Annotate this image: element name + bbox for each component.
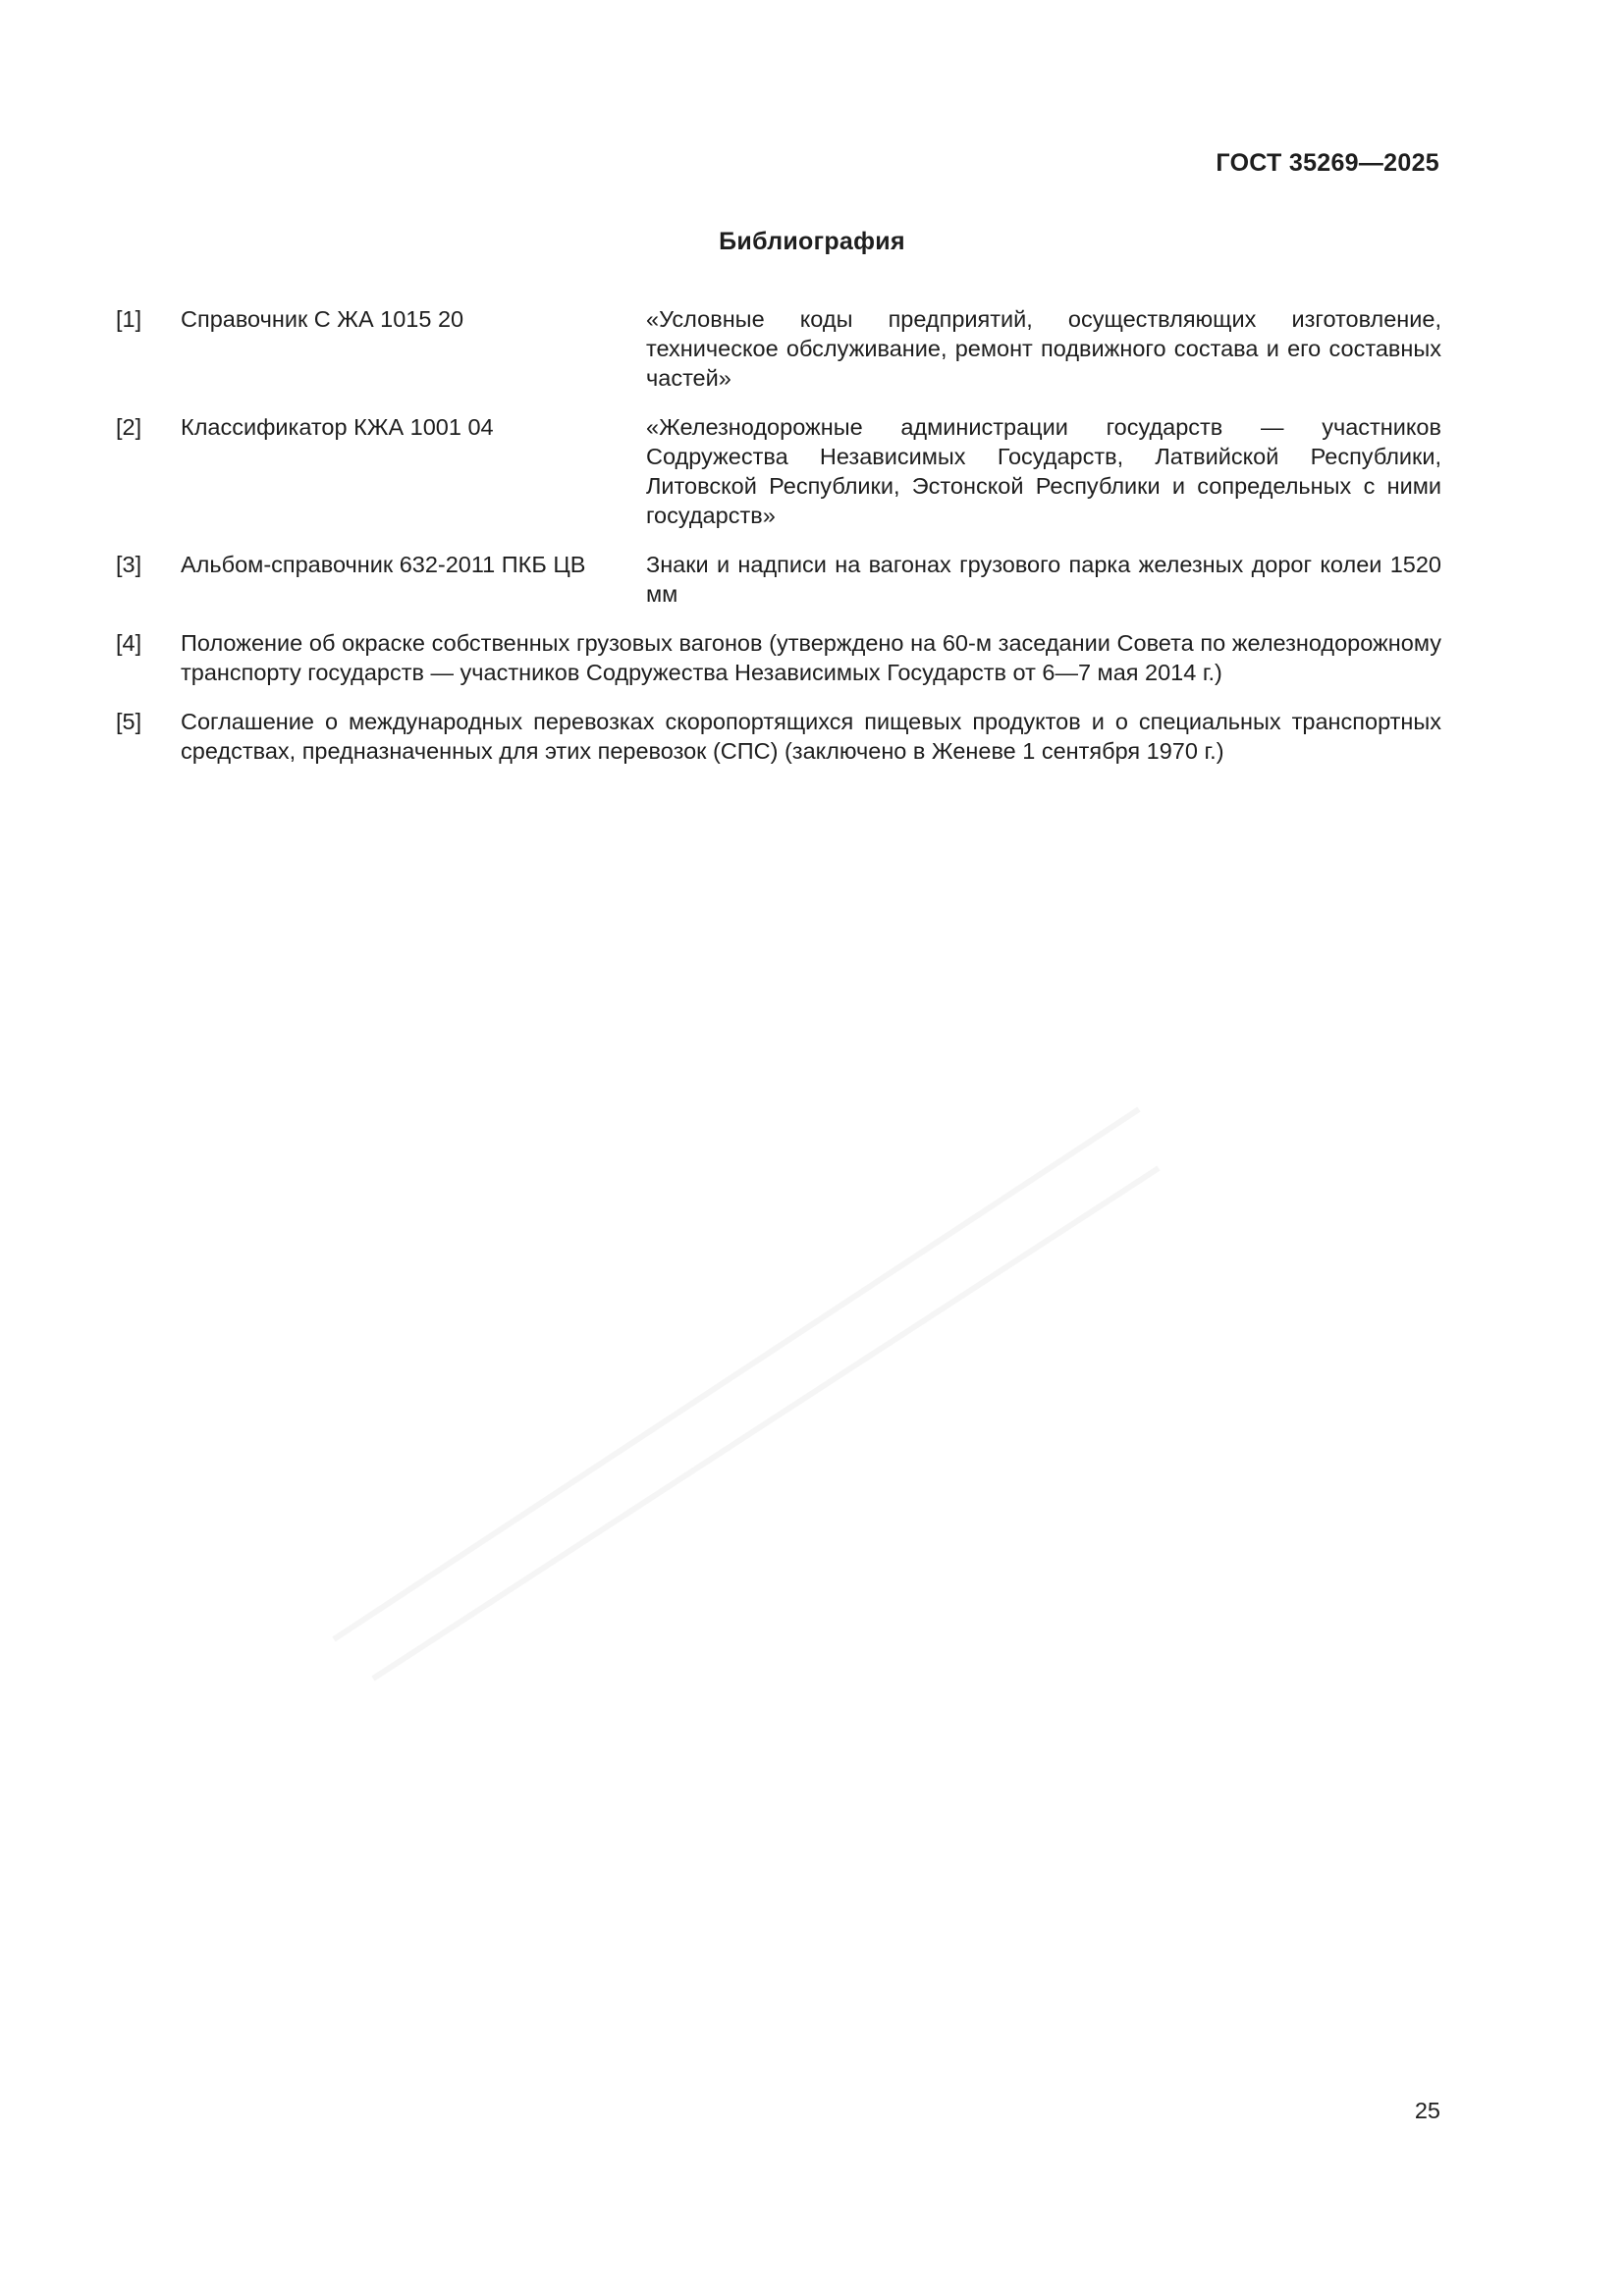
entry-number: [3] — [116, 552, 142, 577]
entry-source: Альбом-справочник 632-2011 ПКБ ЦВ — [181, 552, 586, 577]
entry-source: Классификатор КЖА 1001 04 — [181, 414, 494, 440]
entry-text: Положение об окраске собственных грузовых вагонов (утверждено на 60-м заседании Совета по железнодорожному транспорту государств — участников Содружества Независимых Государств от 6—7 мая 2014 г.) — [181, 630, 1441, 685]
entry-title: «Железнодорожные администрации государств — участников Содружества Независимых Государств, Латвийской Республики, Литовской Республики, Эстонской Республики и сопредельных с ними государств» — [646, 414, 1441, 528]
section-title: Библиография — [719, 228, 905, 255]
entry-number: [5] — [116, 709, 142, 734]
bibliography-list — [116, 304, 1441, 785]
bibliography-entry-5 — [116, 707, 1441, 766]
entry-number: [2] — [116, 414, 142, 440]
bibliography-entry-2 — [116, 412, 1441, 530]
entry-source: Справочник С ЖА 1015 20 — [181, 306, 464, 332]
standard-code-header: ГОСТ 35269—2025 — [1216, 149, 1439, 177]
faint-watermark — [295, 1031, 1178, 1718]
bibliography-entry-3 — [116, 550, 1441, 609]
bibliography-entry-1 — [116, 304, 1441, 393]
entry-number: [1] — [116, 306, 142, 332]
entry-title: «Условные коды предприятий, осуществляющих изготовление, техническое обслуживание, ремонт подвижного состава и его составных частей» — [646, 306, 1441, 391]
page-number: 25 — [1414, 2098, 1440, 2123]
entry-title: Знаки и надписи на вагонах грузового парка железных дорог колеи 1520 мм — [646, 552, 1441, 607]
entry-text: Соглашение о международных перевозках скоропортящихся пищевых продуктов и о специальных транспортных средствах, предназначенных для этих перевозок (СПС) (заключено в Женеве 1 сентября 1970 г.) — [181, 709, 1441, 764]
entry-number: [4] — [116, 630, 142, 656]
bibliography-entry-4 — [116, 628, 1441, 687]
